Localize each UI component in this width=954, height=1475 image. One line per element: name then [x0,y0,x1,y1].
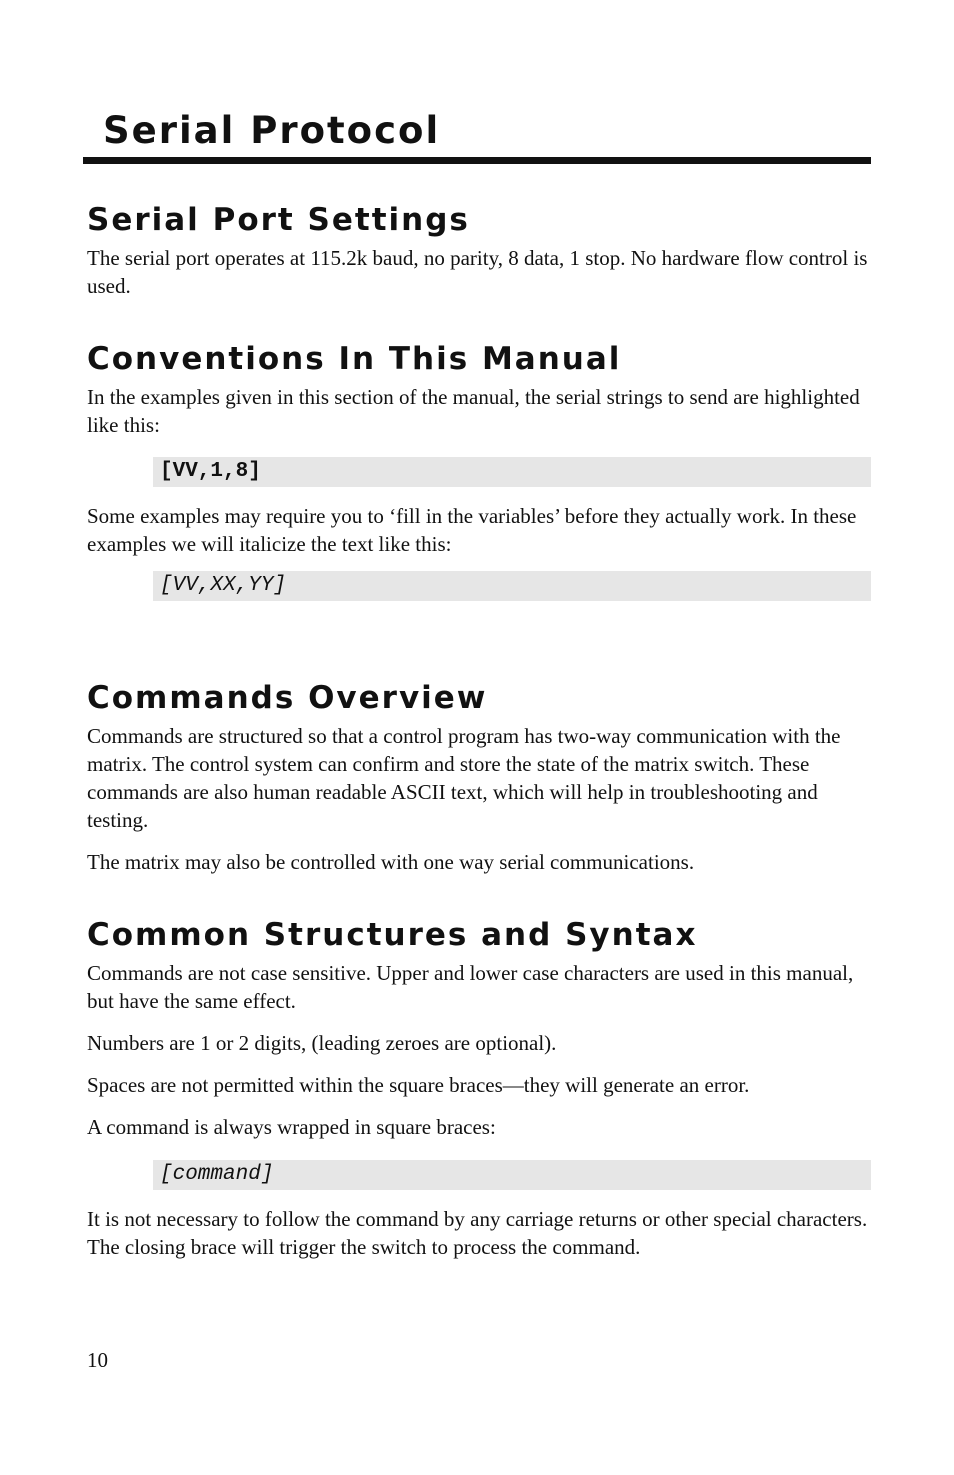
page-number: 10 [87,1348,108,1372]
body-paragraph: Numbers are 1 or 2 digits, (leading zeroes are optional). [87,1031,557,1055]
section-heading: Commands Overview [87,680,488,716]
body-paragraph: The matrix may also be controlled with one way serial communications. [87,850,695,874]
code-example-highlighted: [VV,1,8] [153,457,871,487]
section-common-structures [87,915,871,1141]
body-paragraph: A command is always wrapped in square braces: [87,1115,496,1139]
body-paragraph: Commands are not case sensitive. Upper and lower case characters are used in this manual, but have the same effect. [87,961,854,1013]
section-common-structures-closing [87,1205,871,1261]
body-paragraph: It is not necessary to follow the command by any carriage returns or other special characters. The closing brace will trigger the switch to process the command. [87,1207,868,1259]
body-paragraph: In the examples given in this section of the manual, the serial strings to send are highlighted like this: [87,385,860,437]
section-heading: Common Structures and Syntax [87,917,698,953]
code-example-italic: [VV,XX,YY] [153,571,871,601]
body-paragraph: Commands are structured so that a control program has two-way communication with the matrix. The control system can confirm and store the state of the matrix switch. These commands are also human readable ASCII text, which will help in troubleshooting and testing. [87,724,841,832]
section-heading: Serial Port Settings [87,202,470,238]
section-conventions-variables [87,502,871,558]
body-paragraph: Some examples may require you to ‘fill in the variables’ before they actually work. In these examples we will italicize the text like this: [87,504,857,556]
section-serial-port-settings [87,200,871,300]
section-conventions [87,339,871,439]
code-example-command: [command] [153,1160,871,1190]
chapter-title: Serial Protocol [103,109,441,152]
section-heading: Conventions In This Manual [87,341,622,377]
body-paragraph: Spaces are not permitted within the square braces—they will generate an error. [87,1073,750,1097]
body-paragraph: The serial port operates at 115.2k baud, no parity, 8 data, 1 stop. No hardware flow control is used. [87,246,868,298]
section-commands-overview [87,678,871,876]
chapter-title-rule [83,157,871,164]
